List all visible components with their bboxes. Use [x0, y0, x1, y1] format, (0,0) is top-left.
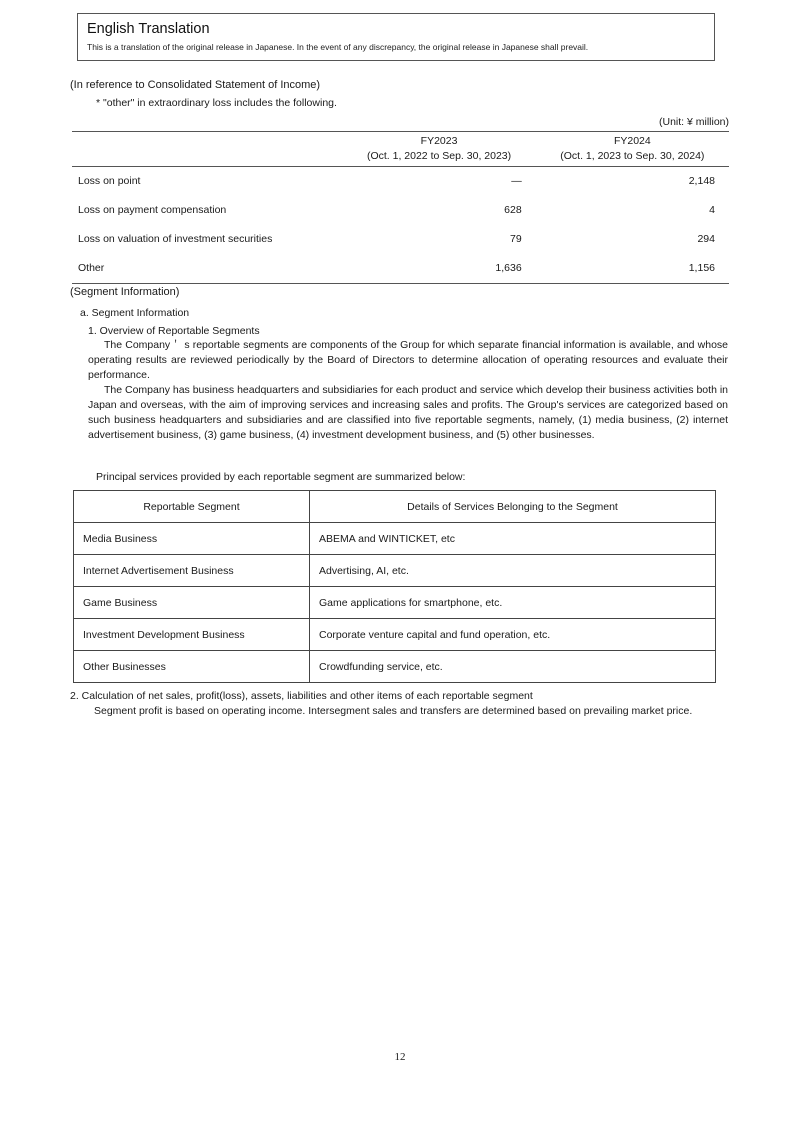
segment-subsection-heading: a. Segment Information [80, 307, 190, 319]
notice-title: English Translation [87, 21, 210, 37]
income-section-heading: (In reference to Consolidated Statement of Income) [70, 79, 321, 91]
fy2023-name: FY2023 [420, 135, 458, 147]
fy2023-period: (Oct. 1, 2022 to Sep. 30, 2023) [366, 149, 512, 162]
segment-paragraph-1-text: The Company＇ s reportable segments are components of the Group for which separate financial information is available, and whose operating results are reviewed periodically by the Board of Directors to determine allocation of operating resources and evaluate their performance. [88, 339, 728, 382]
loss-table-header-blank [72, 132, 342, 167]
segment-details: Corporate venture capital and fund operation, etc. [310, 619, 716, 651]
loss-table-header-fy2024 [536, 132, 729, 167]
table-row [74, 523, 716, 555]
loss-row-label: Loss on valuation of investment securities [78, 233, 273, 245]
loss-row-fy2024: 1,156 [536, 254, 729, 284]
segment-details: ABEMA and WINTICKET, etc [310, 523, 716, 555]
segment-name: Other Businesses [74, 651, 310, 683]
segment-paragraph-3-text: Segment profit is based on operating income. Intersegment sales and transfers are determined based on prevailing market price. [94, 705, 693, 717]
loss-row-fy2023: 628 [504, 204, 522, 216]
segment-table-body [74, 523, 716, 683]
table-row [72, 225, 729, 254]
english-translation-notice [77, 13, 715, 61]
loss-row-fy2023: 79 [510, 233, 522, 245]
notice-subtitle: This is a translation of the original release in Japanese. In the event of any discrepancy, the original release in Japanese shall prevail. [87, 42, 589, 52]
segment-item1-heading: 1. Overview of Reportable Segments [88, 325, 260, 337]
loss-row-fy2024: 294 [697, 233, 715, 245]
loss-row-fy2023: 1,636 [342, 254, 535, 284]
loss-row-fy2024: 2,148 [688, 175, 715, 187]
segment-name: Media Business [74, 523, 310, 555]
loss-table-body [72, 167, 729, 284]
loss-row-label: Loss on payment compensation [78, 204, 227, 216]
reportable-segment-table [73, 490, 716, 683]
loss-row-label: Loss on point [78, 175, 141, 187]
loss-row-fy2023: — [511, 175, 522, 187]
loss-table-header-fy2023 [342, 132, 535, 167]
segment-item2-heading: 2. Calculation of net sales, profit(loss), assets, liabilities and other items of each reportable segment [70, 690, 533, 702]
unit-label: (Unit: ¥ million) [658, 116, 729, 128]
segment-table-intro: Principal services provided by each reportable segment are summarized below: [96, 471, 466, 483]
loss-row-fy2024: 4 [709, 204, 715, 216]
page-number: 12 [394, 1051, 406, 1063]
extraordinary-loss-table [72, 131, 729, 284]
table-row [72, 196, 729, 225]
table-row [74, 555, 716, 587]
segment-name: Investment Development Business [74, 619, 310, 651]
table-row [74, 651, 716, 683]
loss-row-label: Other [72, 254, 342, 284]
segment-table-header-details: Details of Services Belonging to the Segment [310, 491, 716, 523]
segment-name: Game Business [74, 587, 310, 619]
loss-table-header-row [72, 132, 729, 167]
table-row [72, 254, 729, 284]
fy2024-period: (Oct. 1, 2023 to Sep. 30, 2024) [560, 149, 705, 162]
segment-name: Internet Advertisement Business [74, 555, 310, 587]
segment-paragraph-2 [88, 383, 728, 443]
segment-details: Game applications for smartphone, etc. [310, 587, 716, 619]
segment-details: Advertising, AI, etc. [310, 555, 716, 587]
segment-paragraph-3 [78, 704, 728, 719]
table-row [74, 587, 716, 619]
segment-table-header-row [74, 491, 716, 523]
table-row [72, 167, 729, 197]
segment-paragraph-2-text: The Company has business headquarters and subsidiaries for each product and service which develop their business activities both in Japan and overseas, with the aim of improving services and increasing sales and profits. The Group's services are categorized based on such business headquarters and subsidiaries and are classified into five reportable segments, namely, (1) media business, (2) internet advertisement business, (3) game business, (4) investment development business, and (5) other businesses. [88, 384, 728, 442]
segment-section-heading: (Segment Information) [70, 286, 180, 298]
segment-paragraph-1 [88, 338, 728, 383]
income-section-note: * "other" in extraordinary loss includes the following. [96, 97, 337, 109]
segment-details: Crowdfunding service, etc. [310, 651, 716, 683]
loss-table-head [72, 132, 729, 167]
fy2024-name: FY2024 [613, 135, 651, 147]
segment-table-header-segment: Reportable Segment [74, 491, 310, 523]
segment-table-head [74, 491, 716, 523]
table-row [74, 619, 716, 651]
